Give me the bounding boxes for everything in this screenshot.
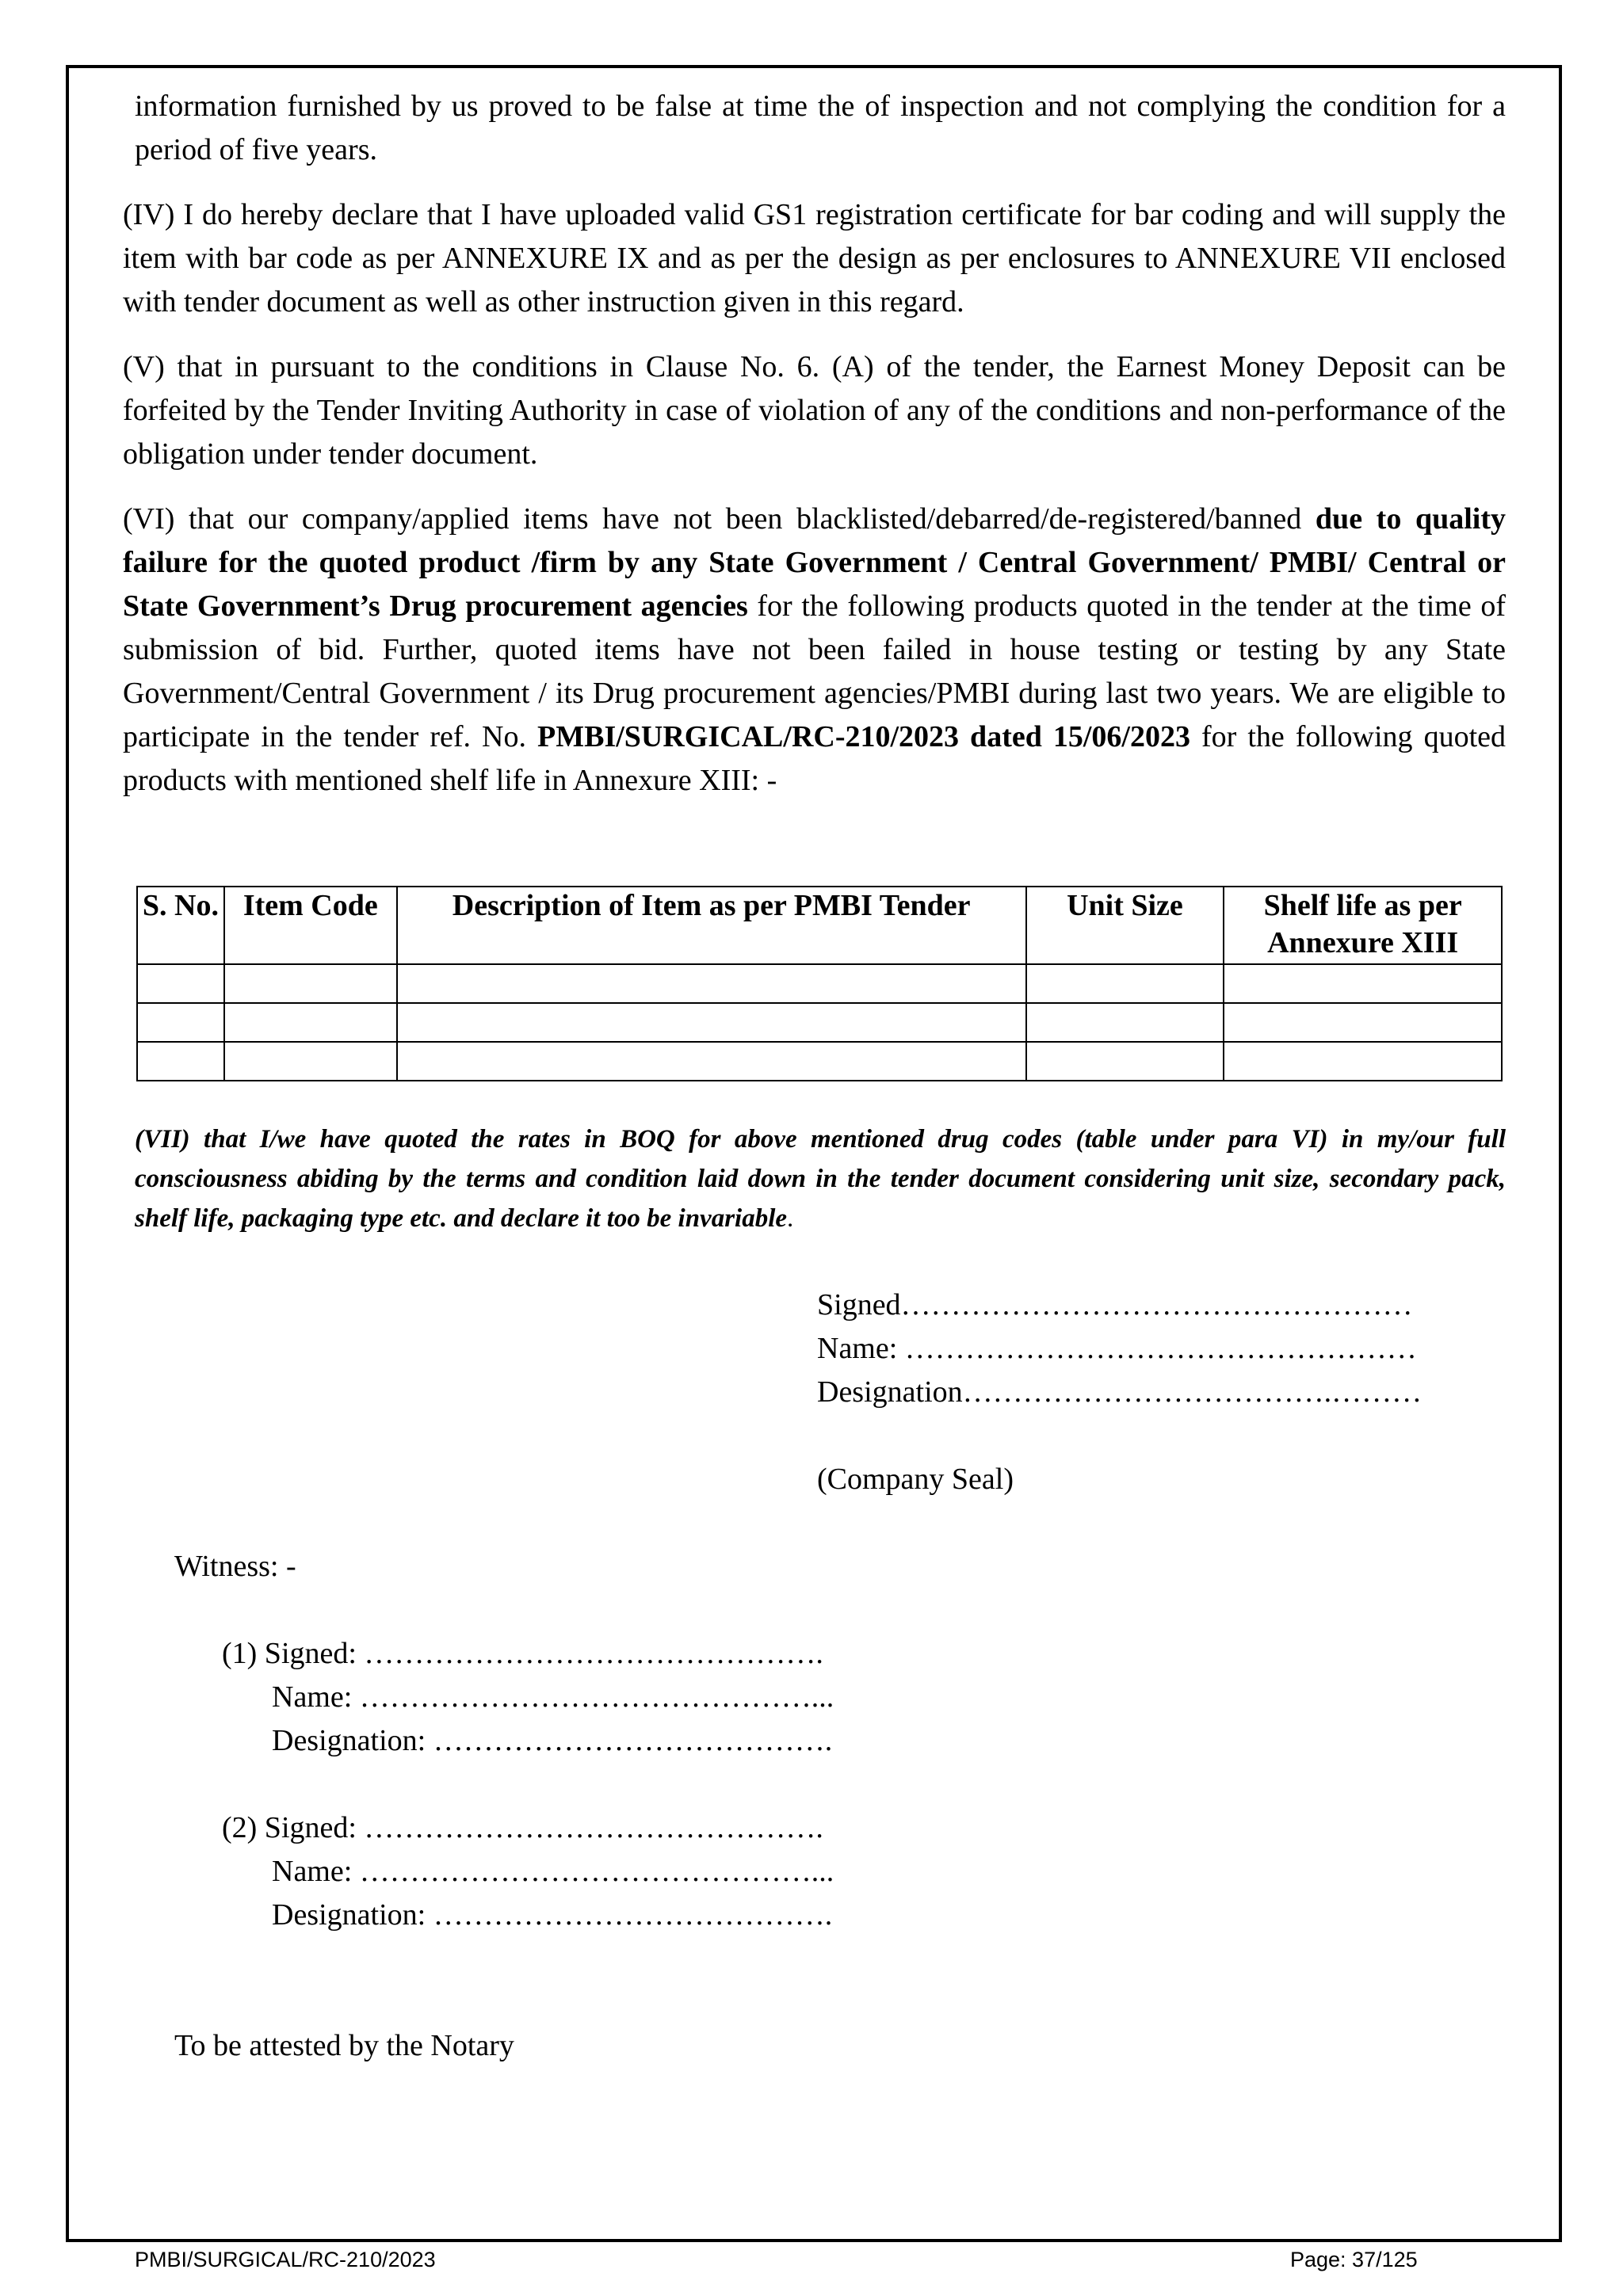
- table-cell[interactable]: [1026, 964, 1224, 1003]
- table-cell[interactable]: [1026, 1042, 1224, 1081]
- vi-text-1: (VI) that our company/applied items have not been blacklisted/debarred/de-registered/banned: [123, 502, 1316, 536]
- header-description: Description of Item as per PMBI Tender: [397, 887, 1026, 964]
- header-shelf-life: Shelf life as per Annexure XIII: [1224, 887, 1502, 964]
- paragraph-vii: [135, 1119, 1506, 1238]
- table-cell[interactable]: [224, 1003, 397, 1042]
- vi-text-3: for the following quoted products with mentioned shelf life in Annexure XIII: -: [123, 720, 1506, 797]
- sign-signed: Signed……………………………………………: [817, 1288, 1413, 1322]
- table-header-row: [137, 887, 1502, 964]
- notary-note: To be attested by the Notary: [174, 2029, 514, 2062]
- header-sno: S. No.: [137, 887, 224, 964]
- vi-text-2: for the following products quoted in the tender at the time of submission of bid. Further, quoted items have not been failed in house testing or testing by any State Government/Central Government / its Drug procurement agencies/PMBI during last two years. We are eligible to participate in the tender ref. No.: [123, 589, 1507, 753]
- table-row: [137, 964, 1502, 1003]
- sign-designation: Designation……………………………….………: [817, 1375, 1423, 1409]
- vi-bold-1: due to quality failure for the quoted product /firm by any State Government / Central Government/ PMBI/ Central or State Government’s Drug procurement agencies: [123, 502, 1506, 623]
- header-unit-size: Unit Size: [1026, 887, 1224, 964]
- table-cell[interactable]: [1224, 1003, 1502, 1042]
- table-cell[interactable]: [397, 1003, 1026, 1042]
- items-table: [136, 886, 1503, 1081]
- paragraph-iv: (IV) I do hereby declare that I have uploaded valid GS1 registration certificate for bar coding and will supply the item with bar code as per ANNEXURE IX and as per the design as per enclosures to ANNEXURE VII enclosed with tender document as well as other instruction given in this regard.: [123, 198, 1506, 318]
- table-cell[interactable]: [137, 1003, 224, 1042]
- witness-1-signed: (1) Signed: ……………………………………….: [222, 1637, 823, 1670]
- table-cell[interactable]: [1224, 964, 1502, 1003]
- sign-name: Name: ……………………………………………: [817, 1332, 1417, 1365]
- footer-page-number: Page: 37/125: [1290, 2248, 1418, 2271]
- table-cell[interactable]: [1224, 1042, 1502, 1081]
- witness-1-designation: Designation: ………………………………….: [272, 1724, 833, 1757]
- witness-label: Witness: -: [174, 1550, 296, 1583]
- witness-1-name: Name: ………………………………………...: [272, 1680, 834, 1714]
- footer-reference: PMBI/SURGICAL/RC-210/2023: [135, 2248, 436, 2271]
- table-cell[interactable]: [137, 964, 224, 1003]
- vii-end: .: [787, 1204, 794, 1233]
- paragraph-vi: [123, 498, 1506, 803]
- witness-2-name: Name: ………………………………………...: [272, 1855, 834, 1888]
- witness-2-signed: (2) Signed: ……………………………………….: [222, 1811, 823, 1844]
- table-cell[interactable]: [397, 964, 1026, 1003]
- vi-bold-2: PMBI/SURGICAL/RC-210/2023 dated 15/06/2023: [537, 720, 1190, 753]
- table-cell[interactable]: [224, 1042, 397, 1081]
- vii-text: (VII) that I/we have quoted the rates in BOQ for above mentioned drug codes (table under para VI) in my/our full consciousness abiding by the terms and condition laid down in the tender document considering unit size, secondary pack, shelf life, packaging type etc. and declare it too be invariable: [135, 1125, 1506, 1233]
- witness-2-designation: Designation: ………………………………….: [272, 1898, 833, 1932]
- table-row: [137, 1042, 1502, 1081]
- company-seal: (Company Seal): [817, 1463, 1014, 1496]
- table-cell[interactable]: [224, 964, 397, 1003]
- table-row: [137, 1003, 1502, 1042]
- table-cell[interactable]: [1026, 1003, 1224, 1042]
- table-cell[interactable]: [397, 1042, 1026, 1081]
- paragraph-continuation: information furnished by us proved to be false at time the of inspection and not complying the condition for a period of five years.: [135, 90, 1506, 166]
- table-cell[interactable]: [137, 1042, 224, 1081]
- header-item-code: Item Code: [224, 887, 397, 964]
- paragraph-v: (V) that in pursuant to the conditions in Clause No. 6. (A) of the tender, the Earnest Money Deposit can be forfeited by the Tender Inviting Authority in case of violation of any of the conditions and non-performance of the obligation under tender document.: [123, 350, 1506, 471]
